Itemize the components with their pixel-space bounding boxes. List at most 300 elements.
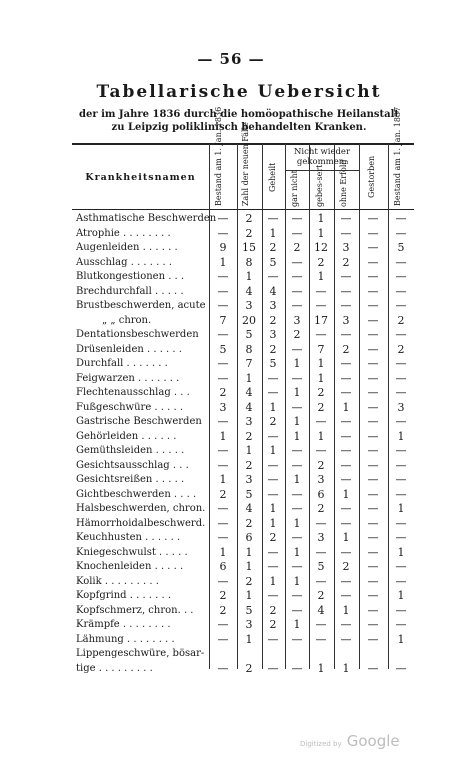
table-cell: — [217,226,229,240]
table-cell: — [395,357,407,370]
table-cell: 12 [314,241,328,254]
table-cell: — [395,284,407,298]
table-cell: — [340,212,352,225]
table-cell: 2 [317,255,325,269]
disease-name: Atrophie . . . . . . . . [76,227,171,239]
table-cell: — [367,212,379,225]
table-cell: — [217,270,229,283]
disease-name: Asthmatische Beschwerden [76,213,217,224]
table-cell: — [217,371,229,385]
table-cell: 1 [269,226,277,240]
table-cell: — [291,502,303,515]
header-nicht-wieder-gekommen: Nicht wieder gekommen: [293,147,351,167]
table-row [72,327,414,342]
table-cell: 2 [219,386,227,399]
table-cell: 5 [245,487,253,501]
table-cell: — [291,487,303,501]
table-cell: — [395,574,407,588]
table-cell: — [367,299,379,312]
table-cell: 1 [219,429,227,443]
table-cell: 17 [314,313,328,327]
table-cell: — [340,328,352,341]
table-cell: — [367,241,379,254]
table-row [72,371,414,386]
table-cell: — [217,415,229,428]
table-cell: — [291,299,303,312]
table-cell: 1 [293,415,301,428]
table-row [72,458,414,473]
table-cell: — [367,502,379,515]
table-cell: — [340,371,352,385]
table-cell: — [395,386,407,399]
table-cell: — [367,357,379,370]
table-cell: 1 [317,357,325,370]
table-row [72,414,414,429]
table-cell: — [340,284,352,298]
table-cell: — [367,589,379,602]
table-row [72,632,414,647]
table-cell: 2 [245,574,253,588]
disease-name: Kopfgrind . . . . . . . [76,590,172,601]
table-cell: 3 [397,400,405,414]
disease-name: Blutkongestionen . . . [76,271,185,282]
table-cell: — [395,516,407,530]
table-cell: — [367,458,379,472]
table-cell: — [367,313,379,327]
table-cell: — [367,603,379,617]
table-row [72,588,414,603]
table-cell: 4 [245,400,253,414]
table-cell: — [291,560,303,573]
table-cell: — [340,386,352,399]
table-cell: — [267,429,279,443]
disease-name: Gesichtsausschlag . . . [76,459,189,471]
table-cell: — [340,516,352,530]
table-cell: — [267,589,279,602]
disease-name: Feigwarzen . . . . . . . [76,372,180,384]
table-cell: 3 [342,313,350,327]
disease-name: Keuchhusten . . . . . . [76,532,181,543]
watermark-logo-text: Google [346,732,400,750]
table-cell: — [315,618,327,631]
table-row [72,545,414,560]
table-row [72,472,414,487]
table-cell: — [291,212,303,225]
table-cell: — [291,226,303,240]
table-cell: 1 [269,574,277,588]
table-cell: — [340,458,352,472]
table-cell: — [217,458,229,472]
table-cell: — [367,487,379,501]
table-cell: 2 [245,661,253,675]
table-cell: 2 [342,342,350,356]
disease-name: Ausschlag . . . . . . . [76,256,173,268]
disease-name: „ „ chron. [102,314,152,326]
table-row [72,487,414,502]
disease-name: Knochenleiden . . . . . [76,561,184,572]
table-cell: — [340,632,352,646]
table-cell: — [291,661,303,675]
disease-name: Flechtenausschlag . . . [76,387,190,398]
table-cell: — [395,270,407,283]
table-cell: 2 [245,458,253,472]
table-row [72,226,414,241]
disease-name: Gehörleiden . . . . . . [76,430,177,442]
table-row [72,211,414,226]
table-cell: — [267,632,279,646]
table-cell: — [340,415,352,428]
table-cell: 1 [293,618,301,631]
table-cell: — [291,400,303,414]
table-cell: 1 [293,386,301,399]
table-cell: 1 [317,661,325,675]
table-cell: 6 [219,560,227,573]
table-cell: 3 [245,415,253,428]
table-cell: — [367,284,379,298]
table-cell: — [340,429,352,443]
table-cell: — [395,299,407,312]
table-cell: 2 [397,313,405,327]
table-cell: — [217,212,229,225]
table-cell: — [217,632,229,646]
table-cell: — [267,487,279,501]
table-cell: — [291,342,303,356]
table-cell: 1 [342,400,350,414]
table-cell: — [367,661,379,675]
table-cell: — [340,589,352,602]
table-row [72,516,414,531]
table-cell: — [291,632,303,646]
table-cell: 2 [269,241,277,254]
table-cell: 1 [317,212,325,225]
table-subtitle-line1: der im Jahre 1836 durch die homöopathische Heilanstalt [78,109,400,120]
table-cell: — [395,531,407,544]
disease-name: Kniegeschwulst . . . . . [76,546,188,558]
table-cell: 8 [245,342,253,356]
table-cell: — [267,458,279,472]
table-cell: — [367,574,379,588]
table-cell: 1 [293,429,301,443]
disease-name: Lippengeschwüre, bösar- [76,648,205,659]
table-cell: — [367,618,379,631]
table-cell: — [267,270,279,283]
table-cell: — [291,458,303,472]
table-cell: 2 [245,226,253,240]
table-cell: — [367,444,379,457]
table-row [72,646,414,661]
table-cell: 1 [245,270,253,283]
table-row [72,559,414,574]
table-cell: — [315,328,327,341]
table-cell: 1 [245,589,253,602]
table-subtitle-line2: zu Leipzig poliklinisch behandelten Kranken. [111,122,367,133]
table-cell: — [395,661,407,675]
table-cell: — [367,328,379,341]
page-number: — 56 — [197,50,265,68]
table-cell: — [291,589,303,602]
table-cell: 2 [293,241,301,254]
table-cell: — [267,212,279,225]
table-cell: 1 [269,516,277,530]
table-cell: 4 [245,284,253,298]
disease-name: Gichtbeschwerden . . . . [76,488,197,500]
table-cell: — [395,371,407,385]
table-row [72,617,414,632]
header-neue-faelle: Zahl der neuen Fälle [241,122,250,206]
table-cell: — [367,545,379,559]
table-cell: 1 [245,632,253,646]
table-cell: — [395,255,407,269]
table-cell: — [217,661,229,675]
header-krankheitsnamen: Krankheitsnamen [85,172,196,183]
table-cell: 5 [269,357,277,370]
disease-name: Dentationsbeschwerden [76,329,199,340]
table-cell: — [291,603,303,617]
table-cell: — [367,226,379,240]
table-cell: — [217,502,229,515]
disease-name: Krämpfe . . . . . . . . [76,619,171,630]
table-cell: 6 [317,487,325,501]
table-cell: 2 [219,487,227,501]
table-cell: — [367,560,379,573]
table-cell: 3 [317,473,325,486]
table-cell: 7 [245,357,253,370]
table-row [72,356,414,371]
table-cell: — [217,357,229,370]
table-cell: — [267,386,279,399]
table-cell: — [340,473,352,486]
table-cell: 4 [317,603,325,617]
table-cell: 7 [317,342,325,356]
table-cell: — [367,386,379,399]
watermark-small-text: Digitized by [300,740,342,748]
table-cell: 1 [293,545,301,559]
table-cell: 2 [397,342,405,356]
table-cell: 1 [293,357,301,370]
table-cell: — [291,444,303,457]
table-cell: — [395,560,407,573]
table-cell: — [291,531,303,544]
table-cell: — [291,371,303,385]
table-cell: 2 [269,342,277,356]
table-cell: — [367,516,379,530]
table-cell: — [217,574,229,588]
table-cell: 4 [245,502,253,515]
table-row [72,603,414,618]
table-cell: 8 [245,255,253,269]
table-cell: 1 [317,226,325,240]
table-row [72,400,414,415]
table-cell: — [367,473,379,486]
table-cell: — [217,618,229,631]
table-cell: 3 [245,473,253,486]
table-cell: 1 [317,270,325,283]
table-cell: 2 [245,516,253,530]
table-row [72,501,414,516]
table-cell: 2 [269,618,277,631]
header-geheilt: Geheilt [268,162,277,192]
table-cell: — [367,415,379,428]
table-cell: 2 [317,386,325,399]
table-cell: 1 [219,545,227,559]
table-cell: 3 [269,299,277,312]
table-cell: — [367,632,379,646]
table-cell: — [367,371,379,385]
table-cell: 1 [245,560,253,573]
table-cell: 2 [269,415,277,428]
table-cell: — [315,574,327,588]
disease-name: Fußgeschwüre . . . . . [76,401,184,413]
disease-name: Durchfall . . . . . . . [76,358,168,369]
table-cell: — [395,328,407,341]
table-cell: 5 [269,255,277,269]
table-cell: — [340,226,352,240]
table-cell: — [291,270,303,283]
table-cell: 3 [342,241,350,254]
table-cell: — [340,545,352,559]
disease-name: Augenleiden . . . . . . [76,242,178,253]
disease-name: Brustbeschwerden, acute [76,300,206,311]
table-row [72,284,414,299]
table-cell: — [217,299,229,312]
table-cell: 3 [219,400,227,414]
table-cell: 1 [293,574,301,588]
header-gestorben: Gestorben [367,155,376,199]
disease-name: tige . . . . . . . . . [76,662,153,674]
table-cell: 3 [269,328,277,341]
table-cell: — [395,458,407,472]
table-cell: 1 [245,545,253,559]
table-row [72,298,414,313]
table-row [72,255,414,270]
table-cell: 1 [293,473,301,486]
table-cell: 5 [245,328,253,341]
table-row [72,385,414,400]
table-cell: — [217,444,229,457]
table-cell: — [395,226,407,240]
table-cell: 1 [397,502,405,515]
table-cell: — [367,270,379,283]
header-ohne-erfolg: ohne Erfolg [339,159,348,207]
table-cell: 3 [317,531,325,544]
header-gebessert: gebes-sert [315,164,324,207]
table-cell: 1 [269,400,277,414]
table-cell: 2 [245,429,253,443]
table-cell: — [340,270,352,283]
table-cell: — [340,299,352,312]
table-cell: 1 [293,516,301,530]
disease-name: Drüsenleiden . . . . . . [76,343,182,355]
table-cell: 6 [245,531,253,544]
table-cell: — [217,328,229,341]
disease-name: Gastrische Beschwerden [76,416,202,427]
table-cell: 1 [397,429,405,443]
table-cell: 2 [317,400,325,414]
table-cell: 4 [269,284,277,298]
header-bottom-rule [72,209,414,210]
header-gar-nicht: gar nicht [290,170,299,207]
table-cell: — [395,415,407,428]
table-cell: — [395,473,407,486]
table-cell: — [267,371,279,385]
table-cell: 2 [317,502,325,515]
header-bestand-1836: Bestand am 1. Jan. 1836 [214,106,223,206]
table-cell: 9 [219,241,227,254]
table-cell: 1 [342,487,350,501]
table-cell: 2 [269,603,277,617]
table-cell: 1 [245,444,253,457]
table-row [72,443,414,458]
table-cell: — [267,560,279,573]
table-cell: 1 [219,473,227,486]
table-cell: 2 [269,313,277,327]
table-cell: — [340,618,352,631]
table-cell: — [217,284,229,298]
table-cell: 1 [342,661,350,675]
disease-name: Kopfschmerz, chron. . . [76,604,194,616]
table-cell: 3 [293,313,301,327]
table-cell: 1 [317,429,325,443]
table-cell: — [267,545,279,559]
table-cell: — [367,531,379,544]
table-cell: 2 [317,458,325,472]
table-cell: — [315,284,327,298]
table-cell: 1 [245,371,253,385]
table-cell: 2 [293,328,301,341]
table-cell: 1 [342,603,350,617]
table-cell: — [315,632,327,646]
table-cell: — [267,473,279,486]
table-cell: 1 [317,371,325,385]
table-cell: — [367,400,379,414]
disease-name: Brechdurchfall . . . . . [76,285,184,297]
table-cell: — [340,357,352,370]
digitized-by-google-watermark [300,731,400,750]
table-row [72,269,414,284]
table-row [72,661,414,676]
table-cell: — [315,299,327,312]
table-cell: — [217,531,229,544]
table-cell: 20 [242,313,256,327]
table-title: Tabellarische Uebersicht [96,82,382,102]
table-cell: — [315,545,327,559]
table-cell: 3 [245,618,253,631]
header-bestand-1837: Bestand am 1. Jan. 1837 [393,106,402,206]
table-row [72,240,414,255]
table-cell: — [367,342,379,356]
table-cell: — [395,444,407,457]
table-cell: 2 [269,531,277,544]
table-cell: 2 [342,560,350,573]
disease-name: Gemüthsleiden . . . . . [76,445,185,456]
table-cell: — [395,487,407,501]
table-cell: 1 [269,502,277,515]
table-cell: 5 [317,560,325,573]
table-cell: — [367,429,379,443]
table-row [72,574,414,589]
table-cell: — [395,618,407,631]
table-cell: — [340,502,352,515]
table-cell: — [315,415,327,428]
table-cell: 5 [397,241,405,254]
disease-name: Lähmung . . . . . . . . [76,633,175,645]
table-cell: 5 [245,603,253,617]
table-cell: 2 [342,255,350,269]
table-row [72,342,414,357]
table-cell: 1 [342,531,350,544]
table-cell: 1 [397,632,405,646]
table-cell: 4 [245,386,253,399]
